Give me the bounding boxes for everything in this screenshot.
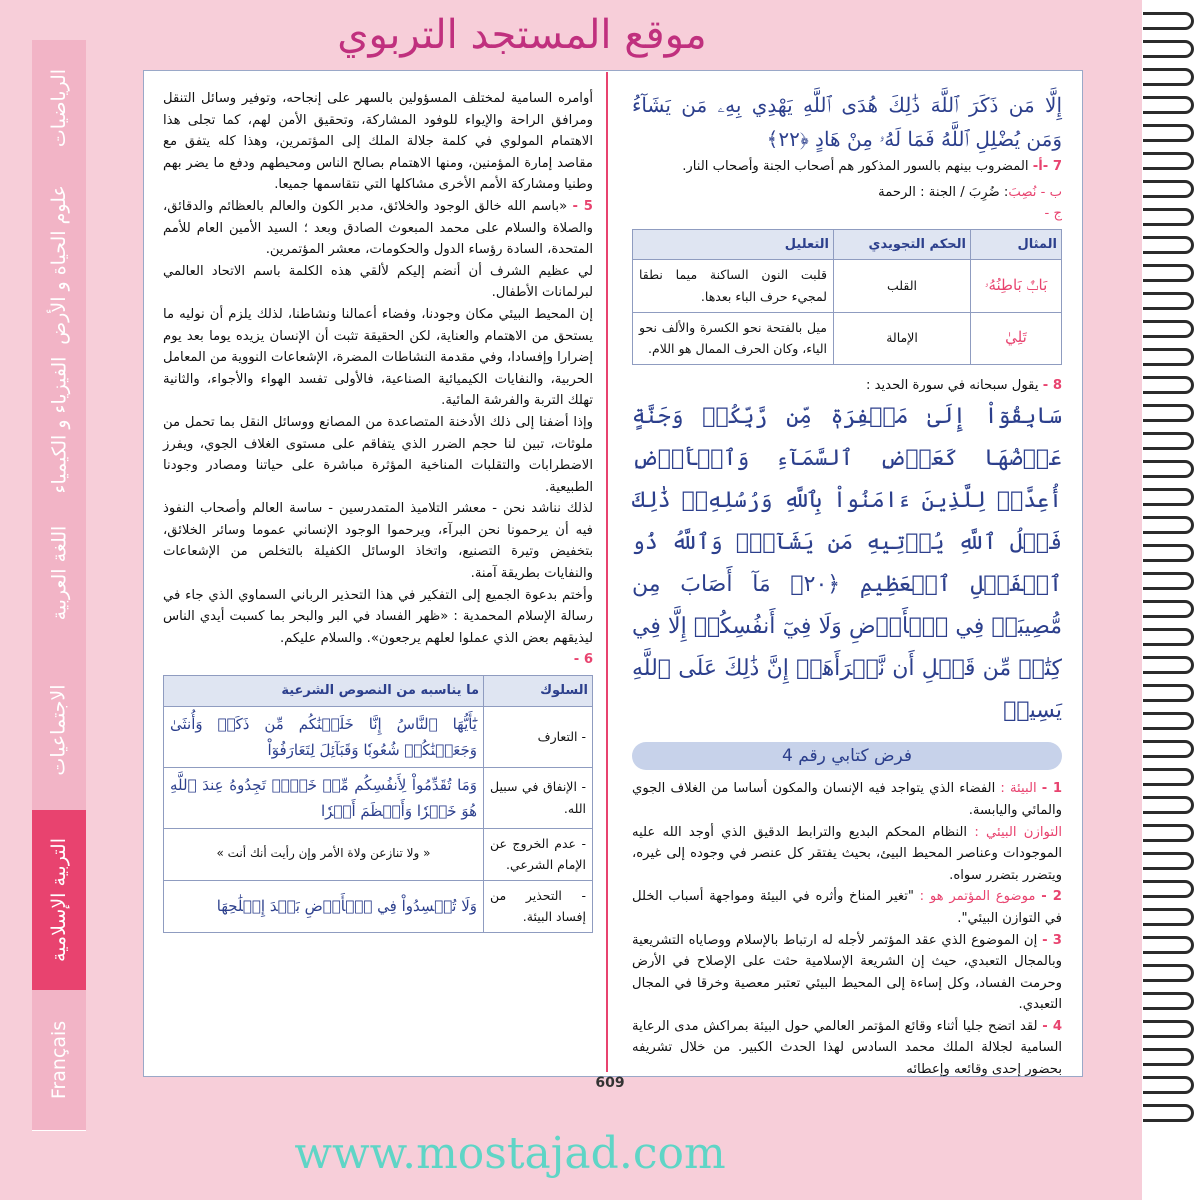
paragraph: إن الموضوع الذي عقد المؤتمر لأجله له ارتباط بالإسلام ووصاياه التشريعية وبالمجال التعبدي، حيث إن الشريعة الإسلامية حثت على الإصلاح في الأرض وحرمت الفساد، وكل إساءة إلى المحيط البيئي تعتبر معصية وخرقا في المجال التعبدي. [632, 932, 1062, 1013]
paragraph: إن المحيط البيئي مكان وجودنا، وفضاء أعمالنا ونشاطنا، لذلك يلزم أن نوليه ما يستحق من الاهتمام والعناية، لكن الحقيقة تثبت أن الإنسان يزيده يوما بعد يوم إضرارا وإفسادا، وفي مقدمة النشاطات المضرة، الإشعاعات النووية من المعامل الحربية، والنفايات الكيميائية الصناعية، فالأولى تفسد الهواء والأجواء، والثانية تهلك التربة والفرشة المائية. [163, 306, 593, 409]
paragraph: أوامره السامية لمختلف المسؤولين بالسهر على إنجاحه، وتوفير وسائل التنقل ومرافق الراحة والإيواء للوفود المشاركة، وتحقيق الأمن لهم، كما تجلى هذا الاهتمام المولوي في كلمة جلالة الملك إلى المؤتمرين، وهذا كله يتفق مع مقاصد إمارة المؤمنين، ومنها الاهتمام بصالح الناس ومحيطهم ودفع ما يضر بهم وطنيا ومشاركة الأمم الأخرى مشاكلها التي نتقاسمها جميعا. [163, 91, 593, 193]
tab-arabic[interactable] [32, 495, 86, 651]
binding-ring [1143, 656, 1194, 674]
item7c-label: ج - [1044, 206, 1062, 222]
item-number: 8 - [1042, 377, 1062, 393]
table-row [164, 767, 593, 828]
tab-label: علوم الحياة و الأرض [48, 185, 71, 345]
binding-ring [1143, 1048, 1194, 1066]
binding-ring [1143, 880, 1194, 898]
tab-label: Français [48, 1020, 70, 1100]
tab-social-studies[interactable] [32, 650, 86, 811]
binding-ring [1143, 264, 1194, 282]
tab-life-earth-sciences[interactable] [32, 175, 86, 356]
binding-ring [1143, 1020, 1194, 1038]
binding-ring [1143, 68, 1194, 86]
binding-ring [1143, 292, 1194, 310]
binding-ring [1143, 12, 1194, 30]
table-row [633, 260, 1062, 312]
item-number: 5 - [572, 198, 593, 214]
binding-ring [1143, 180, 1194, 198]
binding-ring [1143, 208, 1194, 226]
binding-ring [1143, 992, 1194, 1010]
binding-ring [1143, 124, 1194, 142]
paragraph: وأختم بدعوة الجميع إلى التفكير في هذا التحذير الرباني السماوي الذي جاء في رسالة الإسلام المحمدية : «ظهر الفساد في البر والبحر بما كسبت أيدي الناس ليذيقهم بعض الذي عملوا لعلهم يرجعون». والسلام عليكم. [163, 587, 593, 646]
subject-tabs [32, 40, 86, 1130]
term-label: موضوع المؤتمر هو : [919, 889, 1036, 905]
table-row [164, 828, 593, 880]
page-number: 609 [595, 1075, 625, 1091]
binding-ring [1143, 740, 1194, 758]
item7-text: المضروب بينهم بالسور المذكور هم أصحاب الجنة وأصحاب النار. [682, 159, 1029, 174]
table-header: السلوك [484, 676, 593, 707]
behavior-table [163, 675, 593, 933]
paragraph: لذلك نناشد نحن - معشر التلاميذ المتمدرسين - ساسة العالم وأصحاب النفوذ فيه أن يرحمونا نحن البرآء، ويرحموا الوجود الإنساني عموما وسائر الخلائق، بتخفيض وتيرة التصنيع، واتخاذ الوسائل الكفيلة بالتخلص من الإشعاعات والنفايات بطريقة آمنة. [163, 501, 593, 582]
binding-ring [1143, 964, 1194, 982]
behavior-cell: - الإنفاق في سبيل الله. [484, 767, 593, 828]
binding-ring [1143, 936, 1194, 954]
verse-hadid: سَابِقُوٓاْ إِلَىٰ مَغۡفِرَةٖ مِّن رَّبِّكُمۡ وَجَنَّةٍ عَرۡضُهَا كَعَرۡضِ ٱلسَّمَآءِ وَٱلۡأَرۡضِ أُعِدَّتۡ لِلَّذِينَ ءَامَنُواْ بِٱللَّهِ وَرُسُلِهِۦۚ ذَٰلِكَ فَضۡلُ ٱللَّهِ يُؤۡتِيهِ مَن يَشَآءُۚ وَٱللَّهُ ذُو ٱلۡفَضۡلِ ٱلۡعَظِيمِ ﴿٢٠﴾ مَآ أَصَابَ مِن مُّصِيبَةٖ فِي ٱلۡأَرۡضِ وَلَا فِيٓ أَنفُسِكُمۡ إِلَّا فِي كِتَٰبٖ مِّن قَبۡلِ أَن نَّبۡرَأَهَآۚ إِنَّ ذَٰلِكَ عَلَى ٱللَّهِ يَسِيرٞ [632, 404, 1062, 724]
tajweed-reason: ميل بالفتحة نحو الكسرة والألف نحو الياء، وكان الحرف الممال هو اللام. [633, 312, 834, 364]
binding-ring [1143, 852, 1194, 870]
text-cell: « ولا تنازعن ولاة الأمر وإن رأيت أنك أنت » [164, 828, 484, 880]
item7b-label: ب - نُصِبَ [1008, 184, 1062, 200]
table-row [164, 880, 593, 932]
binding-ring [1143, 908, 1194, 926]
binding-ring [1143, 152, 1194, 170]
binding-ring [1143, 824, 1194, 842]
binding-ring [1143, 40, 1194, 58]
column-divider [606, 72, 608, 1072]
tab-math[interactable] [32, 40, 86, 176]
binding-ring [1143, 572, 1194, 590]
tab-islamic-education[interactable] [32, 810, 86, 991]
binding-ring [1143, 544, 1194, 562]
tajweed-example: تَلِيٰ [971, 312, 1062, 364]
verse-top: إِلَّا مَن ذَكَرَ ٱللَّهَ ذَٰلِكَ هُدَى ٱللَّهِ يَهْدِي بِهِۦ مَن يَشَآءُ وَمَن يُضْلِلِ ٱللَّهُ فَمَا لَهُۥ مِنْ هَادٍ ﴿٢٢﴾ [632, 93, 1062, 151]
site-watermark-bottom: www.mostajad.com [294, 1128, 726, 1179]
binding-ring [1143, 628, 1194, 646]
tab-label: التربية الإسلامية [48, 837, 71, 963]
table-header: التعليل [633, 229, 834, 260]
table-header: ما يناسبه من النصوص الشرعية [164, 676, 484, 707]
binding-ring [1143, 432, 1194, 450]
table-header: المثال [971, 229, 1062, 260]
tab-french[interactable] [32, 990, 86, 1131]
tajweed-rule: الإمالة [834, 312, 971, 364]
binding-ring [1143, 320, 1194, 338]
term-label: التوازن البيئي : [974, 824, 1063, 840]
binding-ring [1143, 600, 1194, 618]
table-row [633, 312, 1062, 364]
binding-ring [1143, 376, 1194, 394]
item-number: 4 - [1042, 1018, 1062, 1034]
table-row [164, 706, 593, 767]
paragraph: «باسم الله خالق الوجود والخلائق، مدبر الكون والعالم بالعظائم والدقائق، والصلاة والسلام على محمد المبعوث الصادق وبعد ؛ السيد الأمين العام للأمم المتحدة، السادة رؤساء الدول والحكومات، معشر المؤتمرين. [163, 198, 593, 258]
left-column [163, 88, 593, 933]
binding-ring [1143, 460, 1194, 478]
binding-ring [1143, 768, 1194, 786]
text-cell: يَٰٓأَيُّهَا ٱلنَّاسُ إِنَّا خَلَقۡنَٰكُم مِّن ذَكَرٖ وَأُنثَىٰ وَجَعَلۡنَٰكُمۡ شُعُوبٗا وَقَبَآئِلَ لِتَعَارَفُوٓاْ [164, 706, 484, 767]
tab-physics-chemistry[interactable] [32, 355, 86, 496]
binding-ring [1143, 488, 1194, 506]
tab-label: اللغة العربية [48, 525, 70, 620]
item-number: 3 - [1042, 932, 1062, 948]
text-cell: وَمَا تُقَدِّمُواْ لِأَنفُسِكُم مِّنۡ خَيۡرٖ تَجِدُوهُ عِندَ ٱللَّهِ هُوَ خَيۡرٗا وَأَعۡظَمَ أَجۡرٗا [164, 767, 484, 828]
binding-ring [1143, 1104, 1194, 1122]
term-label: البيئة : [1000, 781, 1037, 797]
paragraph: لقد اتضح جليا أثناء وقائع المؤتمر العالمي حول البيئة بمراكش مدى الرعاية السامية لجلالة الملك محمد السادس لهذا الحدث الكبير. من خلال تشريفه بحضور إحدى وقائعه وإعطائه [632, 1018, 1062, 1078]
item-number: 1 - [1041, 781, 1062, 797]
paragraph: وإذا أضفنا إلى ذلك الأدخنة المتصاعدة من المصانع ووسائل النقل بما تحمل من ملوثات، تبين لنا حجم الضرر الذي يتفاقم على مستوى الغلاف الجوي، ويفرز الاضطرابات والتقلبات المناخية المؤثرة مباشرة على حياتنا ومصادر وجودنا الطبيعية. [163, 414, 593, 495]
term-text: الفضاء الذي يتواجد فيه الإنسان والمكون أساسا من الغلاف الجوي والمائي واليابسة. [632, 781, 1062, 818]
binding-ring [1143, 404, 1194, 422]
item-number: 6 - [573, 652, 593, 668]
tab-label: الفيزياء و الكيمياء [48, 356, 70, 494]
behavior-cell: - التحذير من إفساد البيئة. [484, 880, 593, 932]
binding-ring [1143, 1076, 1194, 1094]
tab-label: الرياضيات [48, 68, 71, 147]
paragraph: لي عظيم الشرف أن أنضم إليكم لألقي هذه الكلمة باسم الاتحاد العالمي لبرلمانات الأطفال. [163, 263, 593, 301]
term-text: "تغير المناخ وأثره في البيئة ومواجهة أسباب الخلل في التوازن البيئي". [632, 889, 1062, 926]
binding-ring [1143, 348, 1194, 366]
tajweed-rule: القلب [834, 260, 971, 312]
binding-ring [1143, 684, 1194, 702]
text-cell: وَلَا تُفۡسِدُواْ فِي ٱلۡأَرۡضِ بَعۡدَ إِصۡلَٰحِهَا [164, 880, 484, 932]
section-title: فرض كتابي رقم 4 [632, 742, 1062, 770]
site-watermark-top: موقع المستجد التربوي [337, 12, 707, 58]
item8-text: يقول سبحانه في سورة الحديد : [865, 377, 1039, 393]
behavior-cell: - عدم الخروج عن الإمام الشرعي. [484, 828, 593, 880]
tajweed-example: بَابٌۢ بَاطِنُهُۥ [971, 260, 1062, 312]
term-text: النظام المحكم البديع والترابط الدقيق الذي أوجد الله عليه الموجودات وعناصر المحيط البيئ، بحيث يفتقر كل عنصر في وجوده إلى غيره، ويتضرر بتضرر سواه. [632, 824, 1062, 883]
binding-ring [1143, 516, 1194, 534]
binding-ring [1143, 96, 1194, 114]
tab-label: الاجتماعيات [48, 684, 70, 776]
table-header: الحكم التجويدي [834, 229, 971, 260]
tajweed-reason: قلبت النون الساكنة ميما نطقا لمجيء حرف الباء بعدها. [633, 260, 834, 312]
item-number: 7 -أ- [1032, 159, 1062, 174]
spiral-binding [1142, 0, 1200, 1200]
item7b-text: : ضُرِبَ / الجنة : الرحمة [878, 184, 1009, 200]
behavior-cell: - التعارف [484, 706, 593, 767]
item-number: 2 - [1041, 889, 1062, 905]
tajweed-table [632, 229, 1062, 365]
binding-ring [1143, 712, 1194, 730]
binding-ring [1143, 796, 1194, 814]
right-column [632, 88, 1062, 1081]
binding-ring [1143, 236, 1194, 254]
